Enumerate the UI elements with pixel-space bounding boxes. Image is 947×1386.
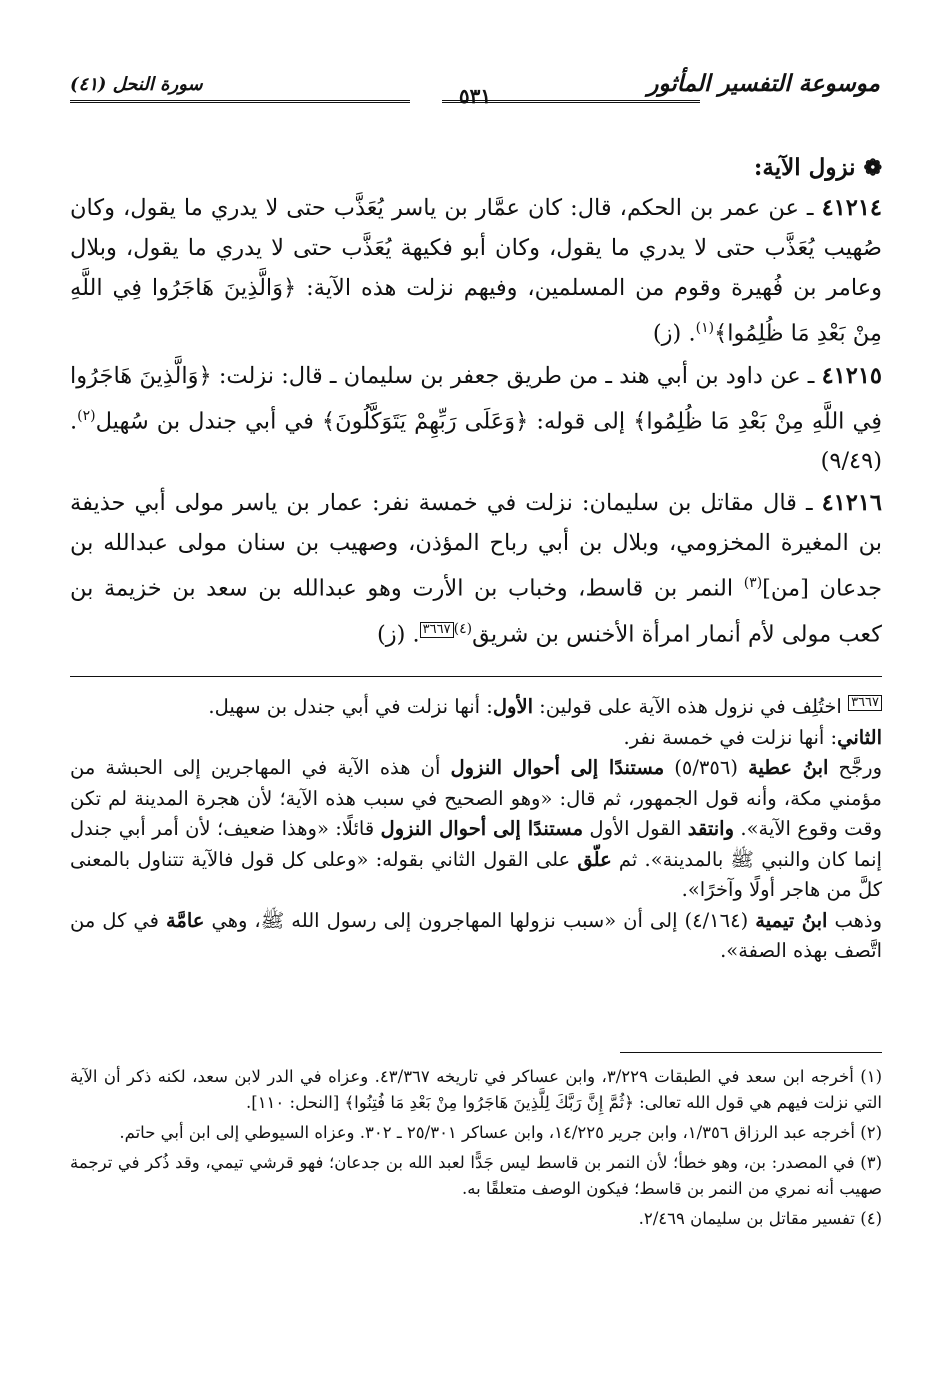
commentary-bold: عامَّة — [165, 908, 205, 932]
footnote-ref[interactable]: (٣) — [743, 575, 763, 591]
surah-label: سورة النحل (٤١) — [70, 74, 203, 95]
commentary-paragraph — [70, 906, 882, 967]
narration-tail: . (ز) — [652, 320, 696, 347]
footnote: (٢) أخرجه عبد الرزاق ١/٣٥٦، وابن جرير ١٤/٢٢٥، وابن عساكر ٢٥/٣٠١ ـ ٣٠٢. وعزاه السيوطي إلى ابن أبي حاتم. — [119, 1123, 882, 1142]
footnote: (١) أخرجه ابن سعد في الطبقات ٣/٢٢٩، وابن عساكر في تاريخه ٤٣/٣٦٧. وعزاه في الدر لابن سعد، لكنه ذكر أن الآية التي نزلت فيهم هي قول الله تعالى: ﴿ثُمَّ إِنَّ رَبَّكَ لِلَّذِينَ هَاجَرُوا مِنْ بَعْدِ مَا فُتِنُوا﴾ [النحل: ١١٠]. — [70, 1067, 882, 1112]
footnote-ref[interactable]: (٢) — [77, 407, 96, 424]
footnote: (٤) تفسير مقاتل بن سليمان ٢/٤٦٩. — [638, 1209, 882, 1228]
commentary-text: القول الأول — [583, 817, 688, 840]
footnote-ref[interactable]: (٤) — [453, 620, 473, 637]
main-text — [70, 148, 882, 656]
narration — [70, 483, 882, 654]
commentary-text: في كل من اتَّصف بهذه الصفة». — [70, 908, 882, 962]
commentary-bold: علّق — [577, 847, 612, 871]
commentary-text: أن هذه الآية في المهاجرين إلى الحبشة من مؤمني مكة، وأنه قول الجمهور، ثم قال: «وهو الصحيح في سبب هذه الآية؛ لأن هجرة المدينة لم تكن وقت وقوع الآية». — [70, 756, 883, 840]
commentary-text: على القول الثاني بقوله: «وعلى كل قول فالآية تتناول بالمعنى كلَّ من هاجر أولًا وآخرًا». — [70, 847, 882, 901]
book-title: موسوعة التفسير المأثور — [647, 70, 880, 97]
footnote-ref[interactable]: (١) — [695, 320, 715, 336]
commentary-text: (٤/١٦٤) إلى أن «سبب نزولها المهاجرون إلى رسول الله ﷺ، وهي — [204, 908, 756, 932]
page-header — [70, 62, 880, 112]
commentary-paragraph — [70, 723, 882, 754]
narration-number: ٤١٢١٥ — [821, 362, 882, 389]
commentary-text: اختُلِف في نزول هذه الآية على قولين: — [532, 695, 849, 718]
narration — [70, 356, 882, 482]
narration-number: ٤١٢١٤ — [821, 195, 882, 221]
commentary-bold: الثاني — [837, 725, 882, 749]
commentary-text: وذهب — [827, 908, 882, 932]
section-title: نزول الآية: — [753, 154, 856, 181]
commentary-bold: وانتقد — [687, 817, 734, 840]
narration — [70, 188, 882, 354]
narration-text-continued: النمر بن قاسط، وخباب بن الأرت وهو عبدالله بن سعد بن خزيمة بن كعب مولى لأم أنمار امرأة الأخنس بن شريق — [70, 575, 882, 647]
commentary-divider — [70, 676, 882, 677]
header-rule-left — [70, 100, 410, 103]
commentary-bold: ابنُ تيمية — [755, 908, 828, 932]
commentary-text: : أنها نزلت في أبي جندل بن سهيل. — [208, 695, 493, 718]
commentary-bold: الأول — [492, 695, 533, 718]
narration-tail: . (ز) — [376, 621, 420, 647]
flower-ornament-icon: ❁ — [863, 155, 882, 181]
narration-text: ـ عن داود بن أبي هند ـ من طريق جعفر بن سليمان ـ قال: نزلت: ﴿وَالَّذِينَ هَاجَرُوا فِي اللَّهِ مِنْ بَعْدِ مَا ظُلِمُوا﴾ إلى قوله: ﴿وَعَلَى رَبِّهِمْ يَتَوَكَّلُونَ﴾ في أبي جندل بن سُهيل — [70, 362, 882, 434]
commentary-bold: مستندًا إلى أحوال النزول — [450, 756, 665, 779]
commentary-block — [70, 692, 882, 967]
section-heading — [70, 148, 882, 188]
narration-text: ـ عن عمر بن الحكم، قال: كان عمَّار بن ياسر يُعَذَّب حتى لا يدري ما يقول، وكان صُهيب يُعَذَّب حتى لا يدري ما يقول، وكان أبو فكيهة يُعَذَّب حتى لا يدري ما يقول، وبلال وعامر بن فُهيرة وقوم من المسلمين، وفيهم نزلت هذه الآية: ﴿وَالَّذِينَ هَاجَرُوا فِي اللَّهِ مِنْ بَعْدِ مَا ظُلِمُوا﴾ — [70, 195, 882, 347]
commentary-bold: مستندًا إلى أحوال النزول — [380, 817, 584, 840]
commentary-paragraph — [70, 692, 882, 723]
narration-number: ٤١٢١٦ — [821, 490, 882, 516]
commentary-text: قائلًا: «وهذا ضعيف؛ لأن أمر أبي جندل إنما كان والنبي ﷺ بالمدينة». ثم — [70, 817, 882, 871]
commentary-number-box: ٣٦٦٧ — [848, 695, 882, 711]
commentary-bold: ابنُ عطية — [748, 756, 829, 779]
footnote: (٣) في المصدر: بن، وهو خطأ؛ لأن النمر بن قاسط ليس جَدًّا لعبد الله بن جدعان؛ فهو قرشي تيمي، وقد ذُكر في ترجمة صهيب أنه نمري من النمر بن قاسط؛ فيكون الوصف متعلقًا به. — [70, 1153, 882, 1198]
commentary-text: : أنها نزلت في خمسة نفر. — [623, 725, 838, 749]
page-number: ٥٣١ — [458, 84, 492, 108]
commentary-paragraph — [70, 753, 882, 906]
narration-text: ـ قال مقاتل بن سليمان: نزلت في خمسة نفر: عمار بن ياسر مولى أبي حذيفة بن المغيرة المخزومي، وبلال بن أبي رباح المؤذن، وصهيب بن سنان مولى عبدالله بن جدعان [من] — [70, 490, 882, 602]
commentary-text: ورجَّح — [828, 756, 883, 779]
footnote-divider — [620, 1052, 882, 1053]
commentary-ref-box[interactable]: ٣٦٦٧ — [420, 622, 454, 638]
footnotes — [70, 1064, 882, 1236]
narration-tail: . (٩/٤٩) — [70, 408, 882, 474]
commentary-text: (٥/٣٥٦) — [664, 756, 749, 779]
